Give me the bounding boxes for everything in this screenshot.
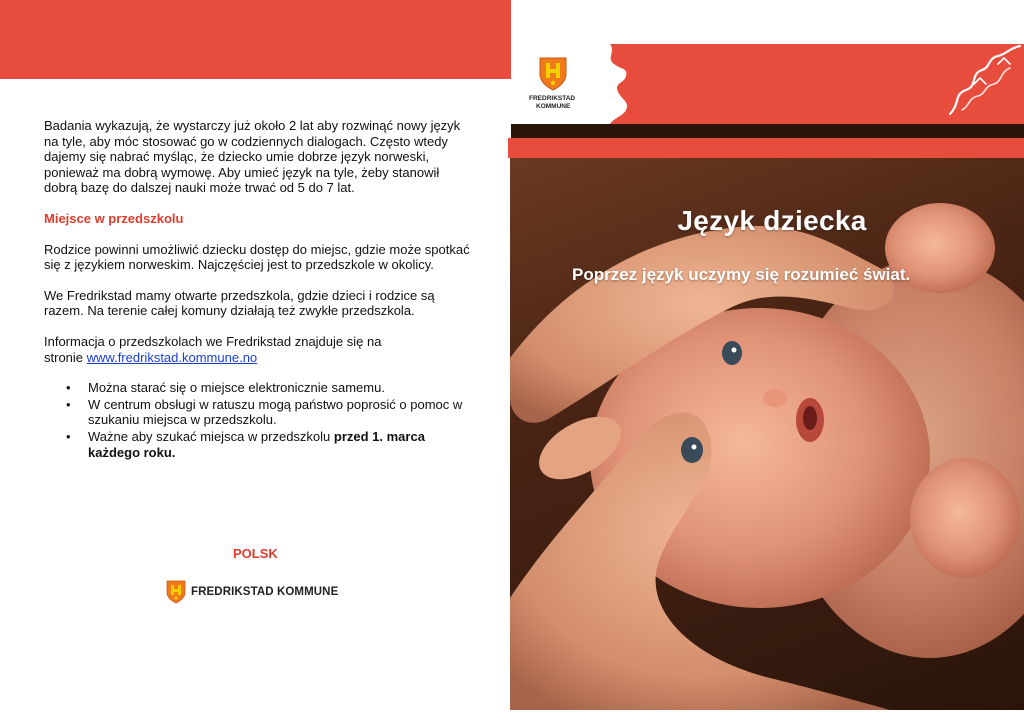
website-link[interactable]: www.fredrikstad.kommune.no: [86, 349, 258, 365]
section-heading: Miejsce w przedszkolu: [44, 210, 184, 226]
left-body-text: [44, 118, 474, 461]
paragraph-open-kindergartens: We Fredrikstad mamy otwarte przedszkola, gdzie dzieci i rodzice są razem. Na terenie całej komuny działają też zwykłe przedszkola.: [44, 287, 435, 319]
coat-of-arms-icon: [539, 57, 567, 91]
logo-line-2: KOMMUNE: [536, 103, 571, 110]
cover-subtitle: Poprzez język uczymy się rozumieć świat.: [572, 265, 911, 284]
list-item: [44, 429, 474, 460]
bullet-list: [44, 380, 474, 460]
scribble-decoration: [940, 44, 1024, 124]
bullet-icon: •: [66, 396, 71, 412]
bullet-icon: •: [66, 428, 71, 444]
wave-decoration: [596, 44, 636, 124]
bullet-deadline: przed 1. marca każdego roku.: [88, 428, 425, 460]
baby-photo: [510, 158, 1024, 710]
bullet-icon: •: [66, 380, 71, 396]
bullet-text: W centrum obsługi w ratuszu mogą państwo poprosić o pomoc w szukaniu miejsca w przedszkolu.: [88, 396, 463, 428]
bullet-text: Można starać się o miejsce elektronicznie samemu.: [88, 380, 385, 396]
logo-line-1: FREDRIKSTAD: [529, 95, 576, 102]
list-item: [44, 397, 474, 428]
footer-logo-text: FREDRIKSTAD KOMMUNE: [191, 586, 339, 598]
info-text: Informacja o przedszkolach we Fredrikstad znajduje się na: [44, 333, 382, 349]
paragraph-info: [44, 334, 474, 365]
language-label: POLSK: [233, 546, 278, 561]
paragraph-access: Rodzice powinni umożliwić dziecku dostęp do miejsc, gdzie może spotkać się z językiem norweskim. Najczęściej jest to przedszkole w okolicy.: [44, 241, 470, 273]
baby-illustration: [510, 158, 1024, 710]
info-prefix: stronie: [44, 349, 87, 365]
list-item: [44, 380, 474, 396]
right-logo-text: [529, 95, 589, 111]
intro-paragraph: Badania wykazują, że wystarczy już około 2 lat aby rozwinąć nowy język na tyle, aby móc stosować go w codziennych dialogach. Często wtedy dajemy się nabrać myśląc, że dziecko umie dobrze język norweski, ponieważ ma dobrą wymowę. Aby umieć język na tyle, żeby stanowił dobrą bazę do dalszej nauki może trwać od 5 do 7 lat.: [44, 118, 461, 196]
bullet-text: Ważne aby szukać miejsca w przedszkolu: [88, 428, 334, 444]
coat-of-arms-icon: [166, 580, 186, 604]
footer-logo: [166, 580, 338, 604]
cover-title: Język dziecka: [677, 205, 867, 236]
red-strip: [508, 138, 1024, 158]
left-header-band: [0, 0, 511, 79]
